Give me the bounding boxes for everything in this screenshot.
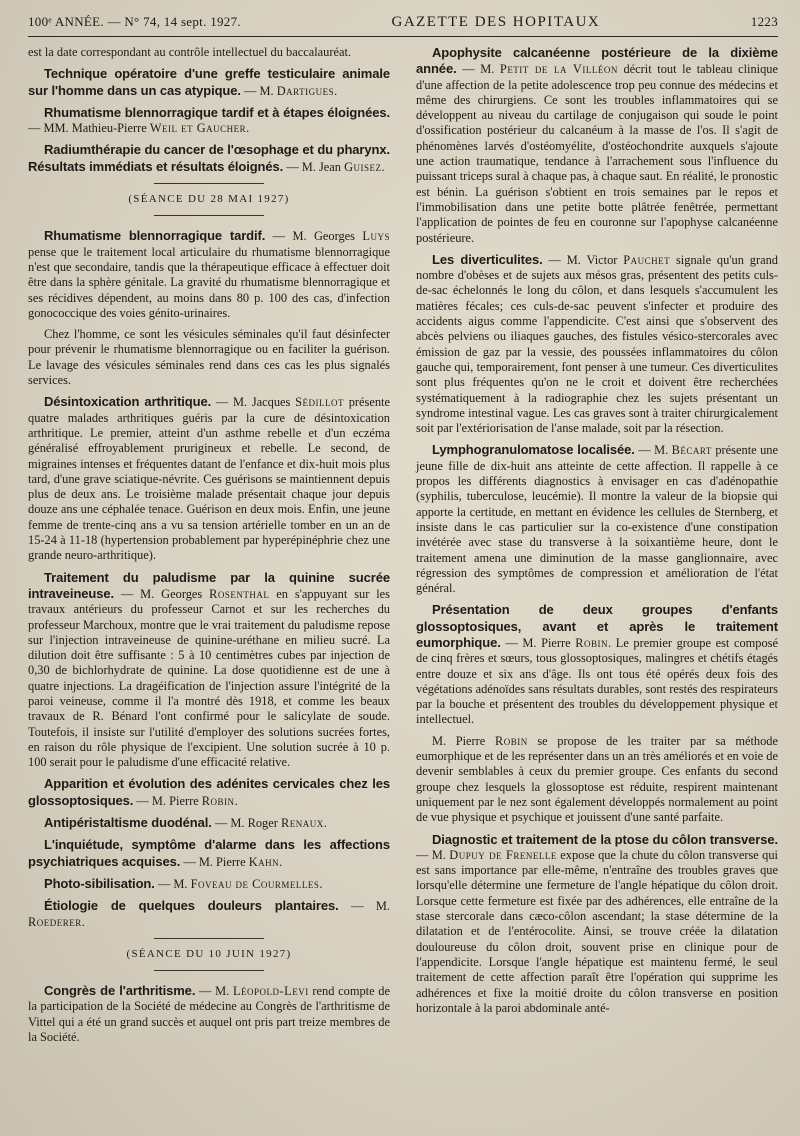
- article-title: Antipéristaltisme duodénal.: [44, 815, 212, 831]
- article-title: Lymphogranulomatose localisée.: [432, 442, 635, 458]
- article-title: Apophysite calcanéenne postérieure de la dixième année.: [416, 45, 778, 77]
- article-title: Apparition et évolution des adénites cervicales chez les glossoptosiques.: [28, 776, 390, 808]
- article-body: rend compte de la participation de la Société de médecine au Congrès de l'arthritisme de Vittel qui a été un grand succès et auquel ont pris part treize membres de la Société.: [28, 984, 390, 1045]
- author-name: Petit de la Villéon: [499, 62, 618, 77]
- article-body: présente quatre malades arthritiques guéris par la cure de désintoxication arthritique. Le premier, atteint d'un asthme rebelle et d'un eczéma généralisé effroyablement prurigineux et rebelle. Le second, de migraines intenses et fréquentes datant de l'enfance et dix-huit mois plus tard, d'une grave sciatique-névrite. Ces guérisons se maintiennent depuis plus de deux ans. Le troisième malade présentait chaque jour depuis douze ans une céphalée tenace. Guérison en deux mois. Enfin, une jeune femme de trente-cinq ans a vu sa tension artérielle tomber en un an de 15-24 à 11-18 (hypertension probablement par hyperépinéphrie chez une grande neuro-arthritique).: [28, 395, 390, 563]
- author-name: Foveau de Courmelles: [190, 876, 320, 891]
- article-entry: [28, 815, 390, 831]
- author-name: Robin: [201, 793, 235, 808]
- article-entry: [416, 832, 778, 1017]
- author-prefix: — M. Roger: [211, 816, 281, 831]
- article-entry: [28, 228, 390, 321]
- author-prefix: — M.: [240, 83, 277, 98]
- article-entry: [28, 394, 390, 563]
- divider: [154, 215, 264, 216]
- author-prefix: — M.: [456, 62, 500, 77]
- author-name: Luys: [362, 229, 390, 244]
- article-entry: [28, 876, 390, 892]
- article-title: Rhumatisme blennorragique tardif et à étapes éloignées.: [44, 104, 390, 120]
- article-entry: [416, 45, 778, 246]
- article-title: Les diverticulites.: [432, 251, 543, 267]
- article-body: .: [81, 914, 85, 929]
- author-name: Sédillot: [295, 395, 344, 410]
- article-entry: [416, 602, 778, 727]
- author-name: Roederer: [28, 914, 82, 929]
- article-entry: [28, 983, 390, 1045]
- seance-heading: (SÉANCE DU 10 JUIN 1927): [126, 947, 292, 960]
- page-number: 1223: [750, 14, 778, 29]
- author-prefix: — M. Georges: [114, 586, 210, 601]
- article-body: se propose de les traiter par sa méthode eumorphique et de les représenter dans un an très améliorés et en voie de devenir semblables à ceux du premier groupe. Ces enfants du second groupe chez lesquels la glossoptose est réduite, respirent maintenant uniquement par le nez sont également développés normalement au point de vue physique et psychique et jouissent d'une santé parfaite.: [416, 733, 778, 825]
- article-body: . Le premier groupe est composé de cinq frères et sœurs, tous glossoptosiques, malingres et chétifs étagés entre douze et six ans d'âge. Ils ont tous été opérés deux fois des végétations adénoïdes sans résultats durables, sont restés des respirateurs par la bouche et présentent des troubles du développement physique et intellectuel.: [416, 635, 778, 727]
- author-prefix: — M. Pierre: [180, 854, 249, 869]
- article-title: Diagnostic et traitement de la ptose du côlon transverse.: [432, 831, 778, 847]
- author-name: Dartigues: [276, 83, 335, 98]
- entries-group-right: [416, 45, 778, 1016]
- continuation-text: est la date correspondant au contrôle intellectuel du baccalauréat.: [28, 45, 352, 59]
- article-body: .: [246, 121, 250, 136]
- author-prefix: — M. Jean: [283, 159, 345, 174]
- article-body: présente une jeune fille de dix-huit ans atteinte de cette affection. Il rappelle à ce propos les différents diagnostics à envisager en cas d'adénopathie (syphilis, tuberculose, leucémie). Il montre la valeur de la biopsie qui apporte la certitude, en mettant en évidence les cellules de Sternberg, et insiste dans le cas particulier sur la co-existence d'une constipation invétérée avec stase du transverse à la soixantième heure, dont le traitement amena une diminution de la masse ganglionnaire, avec régression des symptômes de compression et amélioration de l'état général.: [416, 443, 778, 596]
- author-name: Kahn: [248, 854, 280, 869]
- article-title: Congrès de l'arthritisme.: [44, 983, 196, 999]
- author-prefix: — M. Jacques: [211, 395, 296, 410]
- seance-heading-block: [28, 938, 390, 971]
- article-body: .: [234, 793, 238, 808]
- article-entry: [416, 442, 778, 596]
- divider: [154, 183, 264, 184]
- author-name: Rosenthal: [209, 586, 270, 601]
- running-header: [28, 14, 778, 37]
- entries-group-2: [28, 228, 390, 929]
- article-body: pense que le traitement local articulaire du rhumatisme blennorragique n'est que secondaire, tandis que la thérapeutique efficace à effectuer doit être dans la sphère génitale. La gravité du rhumatisme blennorragique et ses récidives dépendent, au moins dans 80 p. 100 des cas, d'infection gonococcique des voies génito-urinaires.: [28, 244, 390, 320]
- right-column: [416, 45, 778, 1051]
- article-entry: [416, 734, 778, 826]
- author-prefix: — M. Pierre: [133, 793, 202, 808]
- article-body: .: [334, 83, 338, 98]
- entries-group-3: [28, 983, 390, 1045]
- author-name: Weil et Gaucher: [149, 121, 247, 136]
- article-entry: [28, 66, 390, 99]
- article-entry: [28, 327, 390, 388]
- journal-title: GAZETTE DES HOPITAUX: [391, 14, 601, 30]
- article-entry: [416, 252, 778, 437]
- author-prefix: — M.: [338, 899, 391, 914]
- author-name: Renaux: [280, 816, 324, 831]
- article-entry: [28, 570, 390, 771]
- left-column: [28, 45, 390, 1051]
- article-title: Étiologie de quelques douleurs plantaires.: [44, 898, 339, 914]
- author-prefix: — MM. Mathieu-Pierre: [28, 121, 150, 136]
- article-body: .: [381, 159, 385, 174]
- article-entry: [28, 837, 390, 870]
- author-prefix: — M. Georges: [265, 229, 363, 244]
- author-name: Léopold-Levi: [232, 984, 309, 999]
- article-body: signale qu'un grand nombre d'obèses et de sujets aux mésos gras, présentent des petits culs-de-sac échelonnés le long du côlon, et dans lesquels s'accumulent les matières fécales; ces culs-de-sac peuvent s'infecter et produire des accidents aigus comme l'appendicite. C'est ainsi que s'observent des abcès pelviens ou iliaques gauches, des fistules vésico-stercorales avec émission de gaz par la vessie, des poussées inflammatoires du côlon gauche qui, temporairement, font penser à une tumeur. Ces diverticulites sont plus fréquentes qu'on ne le croit et doivent être recherchées systématiquement à la radiographie chez les sujets présentant un syndrome intestinal vague. Les cas graves sont à traiter chirurgicalement soit par l'extériorisation de l'anse malade, soit par la résection.: [416, 252, 778, 436]
- seance-heading: (SÉANCE DU 28 MAI 1927): [128, 193, 290, 206]
- article-title: Traitement du paludisme par la quinine sucrée intraveineuse.: [28, 569, 390, 601]
- issue-info: 100ᵉ ANNÉE. — N° 74, 14 sept. 1927.: [28, 14, 241, 29]
- divider: [154, 938, 264, 939]
- author-prefix: M. Pierre: [432, 733, 495, 748]
- author-name: Pauchet: [623, 252, 671, 267]
- article-entry: [28, 776, 390, 809]
- article-body: .: [323, 816, 327, 831]
- article-entry: [28, 105, 390, 137]
- author-name: Robin: [494, 733, 528, 748]
- author-prefix: — M. Victor: [542, 252, 624, 267]
- article-title: Radiumthérapie du cancer de l'œsophage et du pharynx. Résultats immédiats et résultats éloignés.: [28, 142, 390, 174]
- article-body: en s'appuyant sur les travaux antérieurs du professeur Carnot et sur les recherches du professeur Marchoux, montre que le vrai traitement du paludisme repose sur l'injection intraveineuse de quinine-uréthane en milieu sucré. La dilution doit être suffisante : 5 à 10 centimètres cubes par injection de 0,30 de bichlorhydrate de quinine. La dose quotidienne est de une à quatre injections. La dragéification de l'injection assure l'intégrité de la paroi veineuse, comme il l'a montré dès 1918, et comme les beaux travaux de R. Bénard l'ont confirmé pour le salicylate de soude. Toutefois, il insiste sur l'utilité d'employer des solutions sucrées fortes, en raison du rôle physique de l'excipient. Une solution sucrée à 10 p. 100 serait pour le paludisme d'une efficacité relative.: [28, 586, 390, 770]
- article-title: Photo-sibilisation.: [44, 875, 155, 891]
- article-body: .: [319, 876, 323, 891]
- article-title: Présentation de deux groupes d'enfants glossoptosiques, avant et après le traitement eumorphique.: [416, 602, 778, 650]
- entries-group-1: [28, 66, 390, 175]
- article-body: Chez l'homme, ce sont les vésicules séminales qu'il faut désinfecter pour prévenir le rhumatisme blennorragique ou en faciliter la guérison. Le lavage des vésicules séminales rend dans ces cas les plus signalés services.: [28, 327, 390, 388]
- author-prefix: — M.: [195, 984, 233, 999]
- author-prefix: — M. Pierre: [500, 635, 576, 650]
- article-title: Rhumatisme blennorragique tardif.: [44, 228, 266, 244]
- author-prefix: — M.: [634, 443, 672, 458]
- article-title: Désintoxication arthritique.: [44, 394, 212, 410]
- author-name: Guisez: [344, 159, 382, 174]
- seance-heading-block: [28, 183, 390, 216]
- author-name: Robin: [575, 635, 609, 650]
- divider: [154, 970, 264, 971]
- author-prefix: — M.: [416, 847, 450, 862]
- author-name: Dupuy de Frenelle: [449, 847, 557, 862]
- author-name: Bécart: [671, 443, 712, 458]
- article-entry: [28, 898, 390, 930]
- article-title: L'inquiétude, symptôme d'alarme dans les affections psychiatriques acquises.: [28, 837, 390, 869]
- author-prefix: — M.: [154, 876, 191, 891]
- article-title: Technique opératoire d'une greffe testiculaire animale sur l'homme dans un cas atypique.: [28, 66, 390, 98]
- article-body: .: [279, 854, 283, 869]
- article-body: décrit tout le tableau clinique d'une affection de la petite adolescence trop peu connue des médecins et même des chirurgiens. Ce sont les troubles inflammatoires qui se développent au niveau du cartilage de conjugaison qui soude le point d'ossification postérieur du calcanéum à la masse de l'os. Il s'agit de phénomènes larvés d'ostéomyélite, d'ostéochondrite auxquels s'ajoute une action traumatique, tendance à l'arrachement sous l'influence du puissant triceps sural à chaque pas, à chaque saut. En réalité, le pronostic est bénin. La guérison s'obtient en trois semaines par le repos et l'immobilisation dans une petite botte plâtrée fenêtrée, permettant l'application de pointes de feu en couronne sur l'apophyse calcanéenne postérieure.: [416, 62, 778, 245]
- article-entry: [28, 142, 390, 175]
- article-body: expose que la chute du côlon transverse qui est sans importance par elle-même, n'entraîne des troubles graves que lorsqu'elle détermine une fermeture de l'angle hépatique du côlon droit. Lorsque cette fermeture est fixée par des adhérences, elle entraîne de la stase stercorale dans cæco-côlon ascendant; la stase détermine de la dilatation et de l'entérocolite. Ainsi, se trouve créée la dilatation douloureuse du côlon droit, souvent prise en clinique pour de l'appendicite. Lorsque l'angle hépatique est maintenu fermé, le seul traitement de cette affection paraît être l'opération qui supprime les adhérences et fixe la moitié droite du côlon transverse en position horizontale à la paroi abdominale anté-: [416, 847, 779, 1015]
